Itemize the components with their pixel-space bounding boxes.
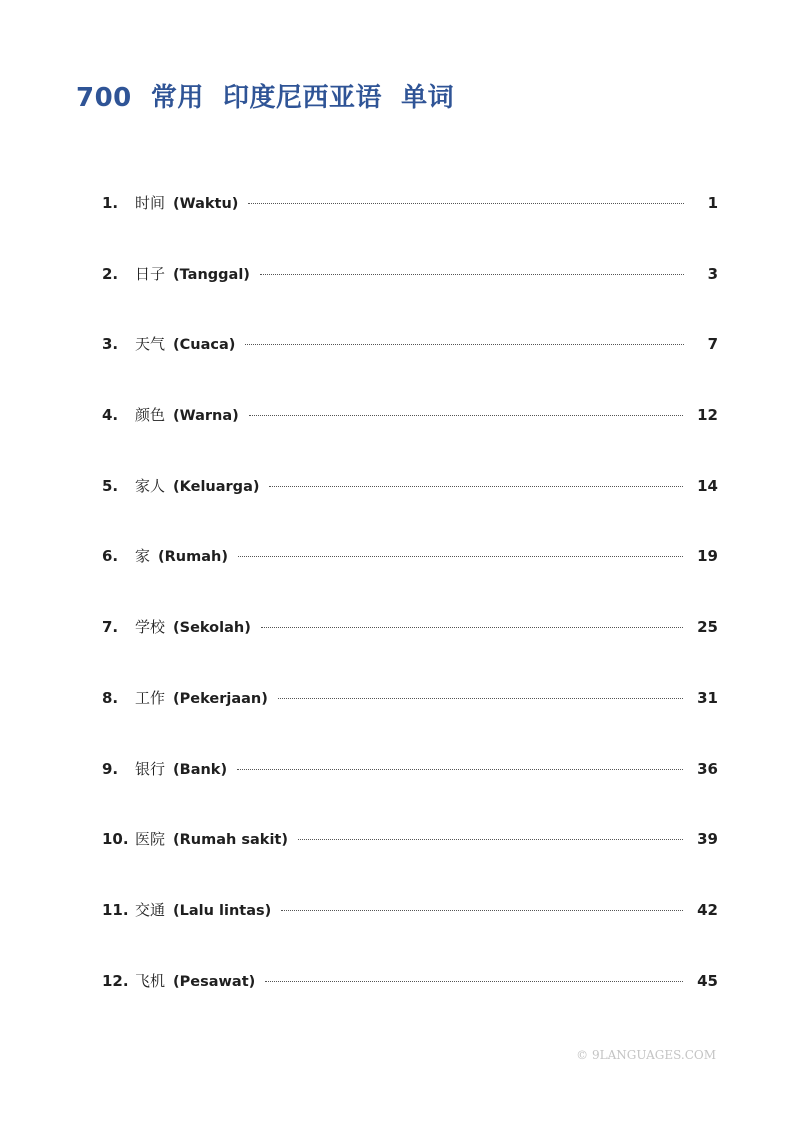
toc-entry-indonesian-title: (Tanggal) <box>173 266 250 283</box>
toc-entry-number: 12. <box>102 971 129 990</box>
toc-entry-indonesian-title: (Rumah sakit) <box>173 832 288 849</box>
table-of-contents <box>102 188 718 1036</box>
toc-entry-number: 1. <box>102 194 119 212</box>
toc-dot-leader <box>248 202 684 204</box>
toc-entry-indonesian-title: (Keluarga) <box>173 478 260 495</box>
toc-entry-chinese-title: 颜色 <box>135 406 166 425</box>
toc-entry-page-number: 36 <box>697 759 718 778</box>
toc-entry-number: 9. <box>102 759 119 778</box>
toc-entry[interactable] <box>102 824 718 895</box>
toc-entry-chinese-title: 银行 <box>135 759 166 778</box>
toc-entry-number: 2. <box>102 264 119 283</box>
toc-entry[interactable] <box>102 471 718 542</box>
toc-entry-indonesian-title: (Warna) <box>173 408 239 425</box>
toc-entry-chinese-title: 交通 <box>135 900 166 919</box>
toc-dot-leader <box>298 838 683 840</box>
toc-entry-chinese-title: 飞机 <box>135 971 166 990</box>
toc-entry-page-number: 1 <box>707 194 718 212</box>
toc-entry-chinese-title: 学校 <box>135 618 166 637</box>
toc-entry[interactable] <box>102 895 718 966</box>
toc-entry-number: 6. <box>102 547 119 566</box>
toc-dot-leader <box>261 626 683 628</box>
toc-dot-leader <box>269 485 683 487</box>
toc-entry[interactable] <box>102 683 718 754</box>
toc-entry-page-number: 42 <box>697 900 718 919</box>
toc-entry-page-number: 31 <box>697 688 718 707</box>
toc-dot-leader <box>237 768 683 770</box>
toc-entry[interactable] <box>102 966 718 1037</box>
toc-dot-leader <box>249 414 683 416</box>
toc-entry-indonesian-title: (Rumah) <box>158 549 228 566</box>
toc-entry-page-number: 14 <box>697 476 718 495</box>
toc-entry-indonesian-title: (Waktu) <box>173 196 239 212</box>
toc-dot-leader <box>281 909 683 911</box>
toc-dot-leader <box>245 343 684 345</box>
toc-entry-page-number: 39 <box>697 830 718 849</box>
toc-entry[interactable] <box>102 612 718 683</box>
toc-entry-chinese-title: 时间 <box>135 194 166 212</box>
toc-entry[interactable] <box>102 400 718 471</box>
toc-entry-chinese-title: 天气 <box>135 335 166 354</box>
toc-dot-leader <box>260 273 684 275</box>
toc-entry-number: 10. <box>102 830 129 849</box>
toc-dot-leader <box>265 980 683 982</box>
toc-entry-chinese-title: 日子 <box>135 264 166 283</box>
toc-entry-page-number: 25 <box>697 618 718 637</box>
toc-entry-number: 7. <box>102 618 119 637</box>
toc-entry-number: 11. <box>102 900 129 919</box>
toc-entry-indonesian-title: (Sekolah) <box>173 620 251 637</box>
toc-entry-page-number: 19 <box>697 547 718 566</box>
toc-entry-number: 5. <box>102 476 119 495</box>
toc-entry[interactable] <box>102 541 718 612</box>
toc-dot-leader <box>278 697 683 699</box>
watermark: © 9LANGUAGES.COM <box>576 1048 716 1062</box>
toc-entry[interactable] <box>102 188 718 259</box>
toc-entry[interactable] <box>102 259 718 330</box>
toc-entry-indonesian-title: (Pekerjaan) <box>173 690 268 707</box>
toc-entry-page-number: 12 <box>697 406 718 425</box>
toc-dot-leader <box>238 555 683 557</box>
toc-entry-page-number: 3 <box>707 264 718 283</box>
toc-entry-page-number: 45 <box>697 971 718 990</box>
toc-entry-number: 3. <box>102 335 119 354</box>
toc-entry-number: 8. <box>102 688 119 707</box>
toc-entry[interactable] <box>102 329 718 400</box>
toc-entry-page-number: 7 <box>707 335 718 354</box>
toc-entry-chinese-title: 家 <box>135 547 151 566</box>
toc-entry[interactable] <box>102 754 718 825</box>
toc-entry-number: 4. <box>102 406 119 425</box>
page-title: 700 常用 印度尼西亚语 单词 <box>76 83 455 113</box>
toc-entry-chinese-title: 医院 <box>135 830 166 849</box>
toc-entry-indonesian-title: (Cuaca) <box>173 337 236 354</box>
toc-entry-indonesian-title: (Bank) <box>173 761 228 778</box>
toc-entry-indonesian-title: (Lalu lintas) <box>173 902 272 919</box>
toc-entry-indonesian-title: (Pesawat) <box>173 973 256 990</box>
toc-entry-chinese-title: 工作 <box>135 688 166 707</box>
toc-entry-chinese-title: 家人 <box>135 476 166 495</box>
